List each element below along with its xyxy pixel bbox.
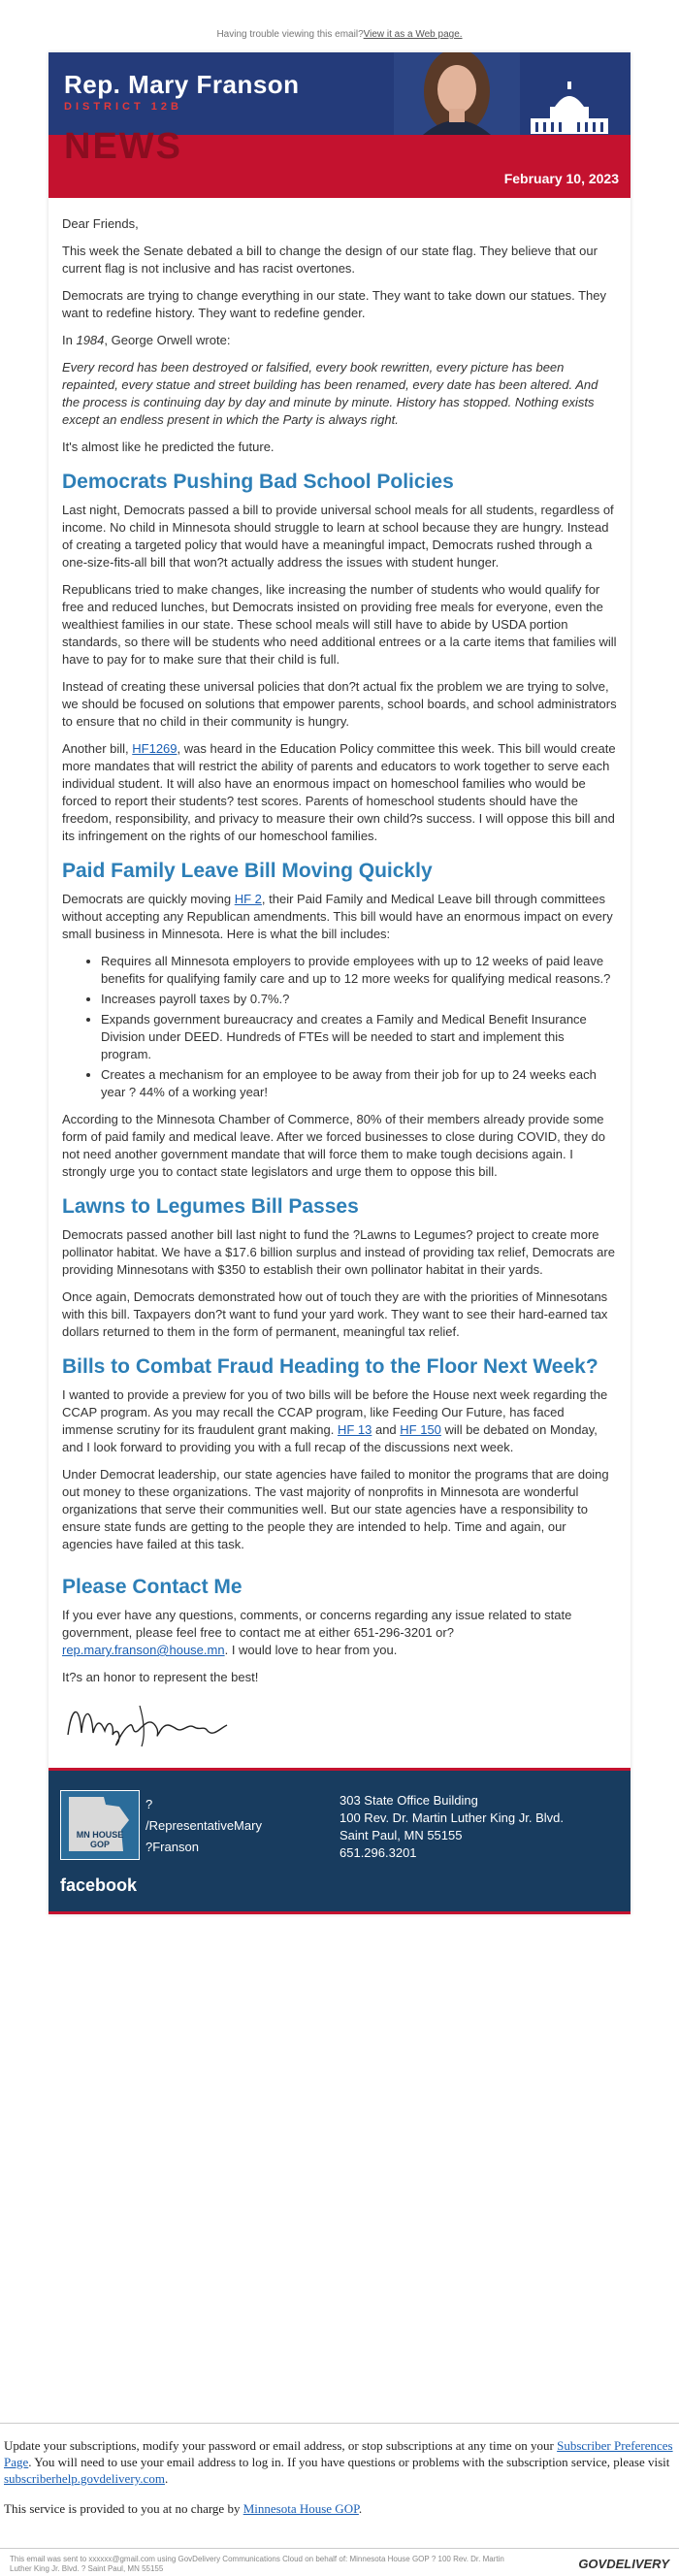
divider: [0, 2423, 679, 2424]
office-address: [340, 1792, 564, 1862]
contact-footer: [48, 1768, 630, 1914]
masthead-news: NEWS: [64, 126, 182, 167]
leave-heading: Paid Family Leave Bill Moving Quickly: [62, 860, 433, 882]
social-handle-line2: ?Franson: [146, 1840, 199, 1854]
contact-p1-prefix: If you ever have any questions, comments, or concerns regarding any issue related to state government, please feel free to contact me at either 651-296-3201 or?: [62, 1608, 572, 1640]
contact-paragraph-1: [62, 1607, 617, 1659]
school-paragraph-2: Republicans tried to make changes, like increasing the number of students who would qualify for free and reduced lunches, but Democrats insisted on providing free meals for everyone, even the wealthiest families in our state. These school meals will still have to abide by USDA portion standards, so there will be students who need additional entrees or a la carte items that families will have to pay for to make sure that their child is full.: [62, 582, 617, 667]
mgmt-p1-suffix: .: [164, 2471, 169, 2486]
contact-p1-suffix: . I would love to hear from you.: [224, 1643, 398, 1657]
leave-bullet-list: [62, 953, 617, 1101]
intro-paragraph-4: It's almost like he predicted the future.: [62, 440, 275, 454]
logo-text-line1: MN HOUSE: [76, 1830, 124, 1840]
leave-p1-prefix: Democrats are quickly moving: [62, 892, 235, 906]
govdelivery-logo[interactable]: GOVDELIVERY: [578, 2557, 669, 2571]
mgmt-p1-prefix: Update your subscriptions, modify your password or email address, or stop subscriptions at any time on your: [4, 2438, 558, 2453]
contact-paragraph-2: It?s an honor to represent the best!: [62, 1670, 259, 1684]
leave-paragraph-2: According to the Minnesota Chamber of Commerce, 80% of their members already provide some form of paid family and medical leave. After we forced businesses to close during COVID, they do not need another government mandate that will force them to make tough decisions again. I strongly urge you to contact state legislators and urge them to oppose this bill.: [62, 1112, 605, 1179]
signature-image: [62, 1696, 617, 1750]
logo-text-line2: GOP: [89, 1840, 111, 1849]
subscriber-help-link[interactable]: subscriberhelp.govdelivery.com: [4, 2471, 165, 2486]
service-provider-text: [0, 2500, 679, 2517]
mgmt-p2-prefix: This service is provided to you at no charge by: [4, 2501, 243, 2516]
fraud-heading: Bills to Combat Fraud Heading to the Floor Next Week?: [62, 1355, 598, 1378]
mgmt-p2-suffix: .: [358, 2501, 363, 2516]
email-link[interactable]: rep.mary.franson@house.mn: [62, 1643, 225, 1657]
representative-name: Rep. Mary Franson: [64, 70, 300, 99]
header-banner: [48, 52, 630, 198]
list-item: • Requires all Minnesota employers to provide employees with up to 12 weeks of paid leave benefits for qualifying family care and up to 12 more weeks for qualifying medical reasons.?: [101, 953, 617, 988]
intro-suffix: , George Orwell wrote:: [104, 333, 231, 347]
lawns-heading: Lawns to Legumes Bill Passes: [62, 1195, 359, 1218]
school-paragraph-3: Instead of creating these universal policies that don?t actual fix the problem we are trying to solve, we should be focused on solutions that empower parents, school boards, and school administrators to ensure that no child in their community is hungry.: [62, 679, 617, 729]
list-item: • Creates a mechanism for an employee to be away from their job for up to 24 weeks each year ? 44% of a working year!: [101, 1066, 617, 1101]
school-paragraph-1: Last night, Democrats passed a bill to provide universal school meals for all students, regardless of income. No child in Minnesota should struggle to learn at school because they are hungry. Instead of creating a targeted policy that would have a meaningful impact, Democrats rushed through a one-size-fits-all bill that won?t actually address the issues with student hunger.: [62, 503, 614, 570]
subscription-text: [0, 2437, 679, 2487]
book-title: 1984: [76, 333, 105, 347]
fraud-p1-and: and: [372, 1422, 401, 1437]
hf13-link[interactable]: HF 13: [337, 1422, 372, 1437]
mn-house-gop-logo[interactable]: [60, 1790, 140, 1860]
list-item: • Expands government bureaucracy and creates a Family and Medical Benefit Insurance Division under DEED. Hundreds of FTEs will be needed to start and implement this program.: [101, 1011, 617, 1063]
facebook-handle[interactable]: [146, 1794, 262, 1858]
preheader-text: Having trouble viewing this email?: [216, 29, 364, 40]
office-phone: 651.296.3201: [340, 1845, 417, 1860]
school-heading: Democrats Pushing Bad School Policies: [62, 471, 454, 493]
school-paragraph-4: [62, 740, 617, 845]
intro-paragraph-3: [62, 332, 617, 349]
school-p4-prefix: Another bill,: [62, 741, 133, 756]
leave-paragraph-1: [62, 891, 617, 943]
hf1269-link[interactable]: HF1269: [132, 741, 178, 756]
fraud-p1-prefix: I wanted to provide a preview for you of two bills will be before the House next week regarding the CCAP program. As you may recall the CCAP program, like Feeding Our Future, has faced immense scrutiny for its fraudulent grant making.: [62, 1387, 608, 1437]
school-p4-suffix: , was heard in the Education Policy committee this week. This bill would create more mandates that will restrict the ability of parents and educators to work together to serve each individual student. It will also have an enormous impact on homeschool families who would be forced to report their students? test scores. Parents of homeschool students should have the freedom, responsibility, and privacy to measure their own child?s success. I will oppose this bill and its infringement on the rights of our homeschool families.: [62, 741, 616, 843]
fraud-paragraph-1: [62, 1386, 617, 1456]
address-line-2: 100 Rev. Dr. Martin Luther King Jr. Blvd.: [340, 1810, 564, 1825]
newsletter-body: [48, 198, 630, 1768]
subscriber-preferences-link[interactable]: Subscriber Preferences Page: [4, 2438, 673, 2469]
fraud-paragraph-2: Under Democrat leadership, our state agencies have failed to monitor the programs that are doing out money to these organizations. The vast majority of nonprofits in Minnesota are wonderful organizations that serve their communities well. But our state agencies have a responsibility to ensure state funds are getting to the people they are intended to help. Time and again, our agencies have failed at this task.: [62, 1467, 609, 1551]
social-placeholder: ?: [146, 1797, 153, 1811]
lawns-paragraph-2: Once again, Democrats demonstrated how out of touch they are with the priorities of Minnesotans with this bill. Taxpayers don?t want to fund your yard work. They want to see their hard-earned tax dollars returned to them in the form of permanent, meaningful tax relief.: [62, 1289, 608, 1339]
lawns-paragraph-1: Democrats passed another bill last night to fund the ?Lawns to Legumes? project to create more pollinator habitat. We have a $17.6 billion surplus and instead of providing tax relief, Democrats are providing Minnesotans with $350 to establish their own pollinator habitat in their yards.: [62, 1227, 615, 1277]
address-line-3: Saint Paul, MN 55155: [340, 1828, 463, 1842]
intro-paragraph-2: Democrats are trying to change everything in our state. They want to take down our statues. They want to redefine history. They want to redefine gender.: [62, 288, 606, 320]
social-handle-line1: /RepresentativeMary: [146, 1818, 262, 1833]
intro-paragraph-1: This week the Senate debated a bill to change the design of our state flag. They believe that our current flag is not inclusive and has racist overtones.: [62, 244, 598, 276]
newsletter-date: February 10, 2023: [503, 171, 619, 186]
view-web-page-link[interactable]: View it as a Web page.: [363, 29, 463, 40]
hf2-link[interactable]: HF 2: [234, 892, 262, 906]
leave-p1-suffix: , their Paid Family and Medical Leave bill through committees without accepting any Republican amendments. This bill would have an enormous impact on every small business in Minnesota. Here is what the bill includes:: [62, 892, 613, 941]
portrait-photo: [394, 52, 520, 135]
district-label: DISTRICT 12B: [64, 101, 182, 113]
subscription-management: [0, 2423, 679, 2530]
orwell-quote: Every record has been destroyed or falsified, every book rewritten, every picture has been repainted, every statue and street building has been renamed, every date has been altered. And the process is continuing day by day and minute by minute. History has stopped. Nothing exists except an endless present in which the Party is always right.: [62, 360, 598, 427]
minnesota-house-gop-link[interactable]: Minnesota House GOP: [242, 2501, 359, 2516]
capitol-icon: [526, 80, 613, 136]
hf150-link[interactable]: HF 150: [400, 1422, 441, 1437]
newsletter-card: [48, 52, 630, 1914]
greeting: Dear Friends,: [62, 216, 139, 231]
intro-prefix: In: [62, 333, 77, 347]
facebook-wordmark[interactable]: facebook: [60, 1875, 138, 1895]
address-line-1: 303 State Office Building: [340, 1793, 478, 1808]
preheader: [0, 0, 679, 50]
fraud-p1-suffix: will be debated on Monday, and I look forward to providing you with a full recap of the discussions next week.: [62, 1422, 598, 1454]
contact-heading: Please Contact Me: [62, 1576, 242, 1598]
mgmt-p1-mid: . You will need to use your email address to log in. If you have questions or problems with the subscription service, please visit: [28, 2455, 670, 2469]
sent-to-notice: This email was sent to xxxxxx@gmail.com using GovDelivery Communications Cloud on behalf of: Minnesota House GOP ? 100 Rev. Dr. Martin Luther King Jr. Blvd. ? Saint Paul, MN 55155: [10, 2555, 504, 2573]
bottom-bar: [0, 2548, 679, 2576]
list-item: • Increases payroll taxes by 0.7%.?: [101, 991, 617, 1008]
